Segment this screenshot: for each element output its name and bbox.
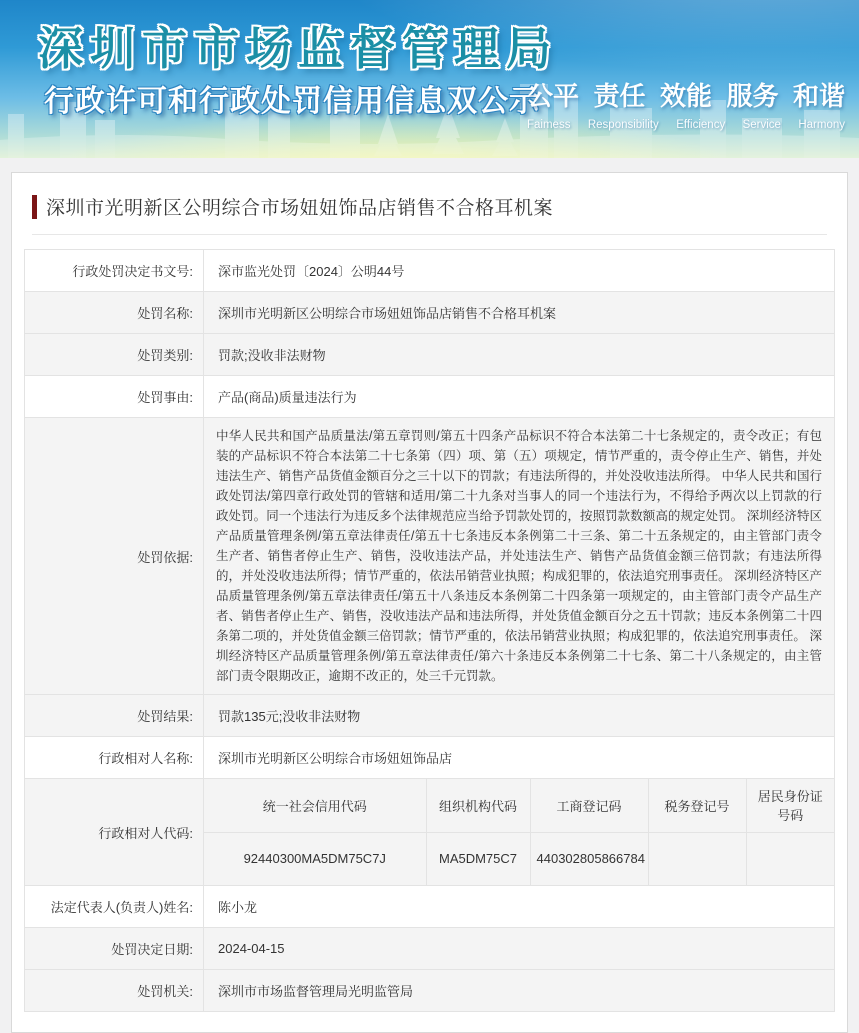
- code-header-cell: 组织机构代码: [426, 779, 530, 832]
- banner-subtitle: 行政许可和行政处罚信用信息双公示: [44, 85, 540, 118]
- table-row-penalty-basis: [25, 418, 835, 695]
- row-label: 行政相对人代码:: [25, 779, 204, 886]
- code-header-cell: 工商登记码: [530, 779, 648, 832]
- table-row-penalty-category: [25, 334, 835, 376]
- slogan-block: [527, 76, 845, 131]
- slogan-word: 责任: [593, 81, 646, 111]
- row-value: [204, 779, 835, 886]
- row-label: 处罚机关:: [25, 970, 204, 1012]
- row-value: 罚款135元;没收非法财物: [204, 695, 835, 737]
- table-row-penalty-result: [25, 695, 835, 737]
- row-value: 深市监光处罚〔2024〕公明44号: [204, 250, 835, 292]
- table-row-decision-date: [25, 928, 835, 970]
- code-value-cell: 440302805866784: [530, 832, 648, 885]
- slogan-word: 公平: [527, 81, 580, 111]
- page-title: 深圳市光明新区公明综合市场妞妞饰品店销售不合格耳机案: [46, 198, 554, 219]
- slogan-word-en: Service: [742, 119, 781, 131]
- code-value-cell: MA5DM75C7: [426, 832, 530, 885]
- row-label: 处罚名称:: [25, 292, 204, 334]
- page-title-section: [12, 173, 847, 235]
- slogan-word-en: Harmony: [798, 119, 845, 131]
- slogan-word-en: Efficiency: [676, 119, 726, 131]
- row-value: 产品(商品)质量违法行为: [204, 376, 835, 418]
- row-label: 行政相对人名称:: [25, 737, 204, 779]
- slogan-word-en: Faimess: [527, 119, 571, 131]
- code-header-cell: 居民身份证号码: [746, 779, 834, 832]
- slogan-word: 服务: [726, 81, 779, 111]
- slogan-word-en: Responsibility: [587, 119, 659, 131]
- row-label: 处罚依据:: [25, 418, 204, 695]
- row-label: 法定代表人(负责人)姓名:: [25, 886, 204, 928]
- title-divider: [32, 234, 827, 235]
- title-accent-bar: [32, 195, 37, 219]
- row-value: 深圳市光明新区公明综合市场妞妞饰品店: [204, 737, 835, 779]
- code-header-cell: 税务登记号: [648, 779, 746, 832]
- header-banner: [0, 0, 859, 158]
- row-label: 处罚事由:: [25, 376, 204, 418]
- code-value-cell: [746, 832, 834, 885]
- code-header-row: [204, 779, 834, 832]
- row-label: 处罚结果:: [25, 695, 204, 737]
- row-value: 陈小龙: [204, 886, 835, 928]
- row-value: 深圳市市场监督管理局光明监管局: [204, 970, 835, 1012]
- table-row-party-name: [25, 737, 835, 779]
- table-row-decision-number: [25, 250, 835, 292]
- row-label: 处罚类别:: [25, 334, 204, 376]
- code-value-row: [204, 832, 834, 885]
- code-value-cell: 92440300MA5DM75C7J: [204, 832, 426, 885]
- slogan-word: 效能: [659, 81, 712, 111]
- slogan-cn-list: [527, 76, 845, 113]
- row-value: 中华人民共和国产品质量法/第五章罚则/第五十四条产品标识不符合本法第二十七条规定的，责令改正；有包装的产品标识不符合本法第二十七条第（四）项、第（五）项规定，情节严重的，责令停止生产、销售，并处违法生产、销售产品货值金额百分之三十以下的罚款；有违法所得的，并处没收违法所得。 中华人民共和国行政处罚法/第四章行政处罚的管辖和适用/第二十九条对当事人的同一个违法行为，不得给予两次以上罚款的行政处罚。同一个违法行为违反多个法律规范应当给予罚款处罚的，按照罚款数额高的规定处罚。 深圳经济特区产品质量管理条例/第五章法律责任/第五十七条违反本条例第二十三条、第二十五条规定的，由主管部门责令生产者、销售者停止生产、销售，没收违法产品，并处违法生产、销售产品货值金额三倍罚款；有违法所得的，并处没收违法所得；情节严重的，依法吊销营业执照；构成犯罪的，依法追究刑事责任。 深圳经济特区产品质量管理条例/第五章法律责任/第五十八条违反本条例第二十四条第一项规定的，由主管部门责令产品生产者、销售者停止生产、销售，没收违法产品和违法所得，并处货值金额百分之五十罚款；违反本条例第二十四条第二项的，并处货值金额三倍罚款；情节严重的，依法吊销营业执照；构成犯罪的，依法追究刑事责任。 深圳经济特区产品质量管理条例/第五章法律责任/第六十条违反本条例第二十七条、第二十八条规定的，由主管部门责令限期改正，逾期不改正的，处三千元罚款。: [204, 418, 835, 695]
- code-header-cell: 统一社会信用代码: [204, 779, 426, 832]
- row-value: 罚款;没收非法财物: [204, 334, 835, 376]
- table-row-penalty-name: [25, 292, 835, 334]
- table-row-penalty-authority: [25, 970, 835, 1012]
- content-card: [11, 172, 848, 1033]
- row-label: 行政处罚决定书文号:: [25, 250, 204, 292]
- table-row-legal-representative: [25, 886, 835, 928]
- penalty-info-table: [24, 249, 835, 1012]
- code-value-cell: [648, 832, 746, 885]
- row-value: 2024-04-15: [204, 928, 835, 970]
- row-value: 深圳市光明新区公明综合市场妞妞饰品店销售不合格耳机案: [204, 292, 835, 334]
- credit-code-table: [204, 779, 834, 885]
- table-row-party-codes: [25, 779, 835, 886]
- row-label: 处罚决定日期:: [25, 928, 204, 970]
- table-row-penalty-reason: [25, 376, 835, 418]
- agency-title: 深圳市市场监督管理局: [38, 23, 559, 74]
- slogan-word: 和谐: [792, 81, 845, 111]
- slogan-en-list: [527, 119, 845, 131]
